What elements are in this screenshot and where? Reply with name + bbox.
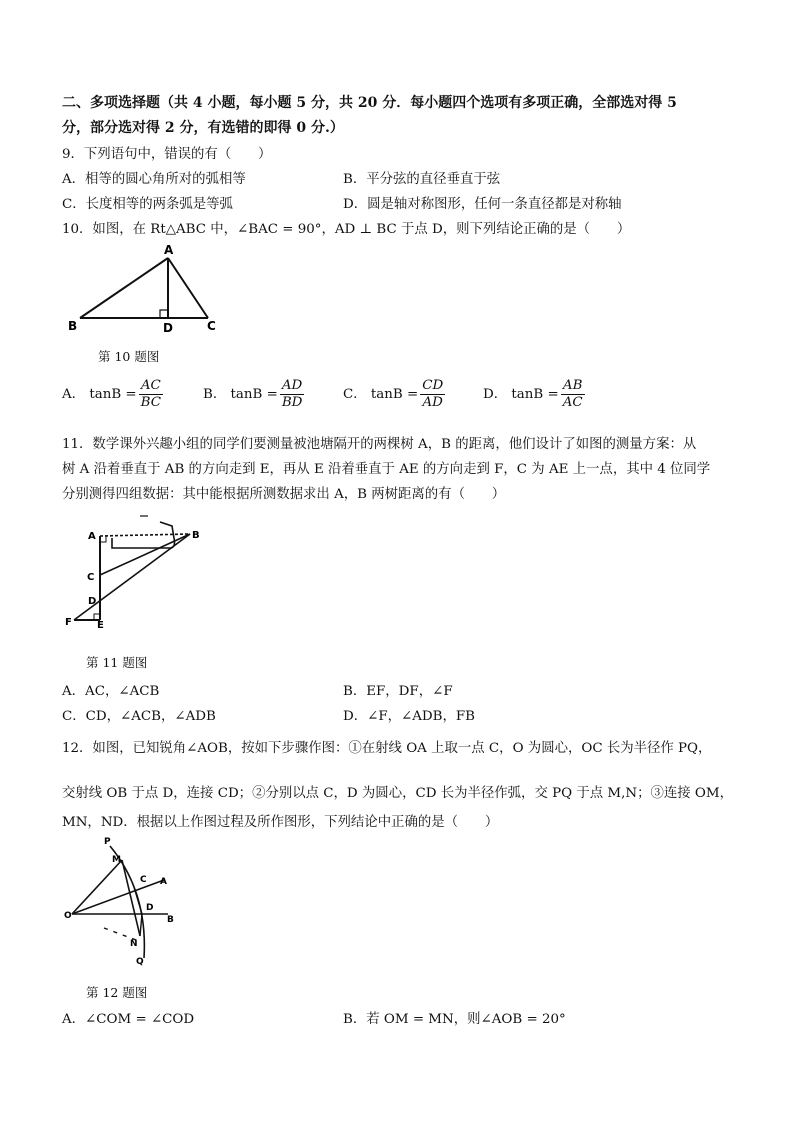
- q11-label-c: C: [87, 572, 95, 583]
- q11-segment-ab: [100, 534, 190, 536]
- q12-label-c: C: [140, 875, 147, 885]
- q12-segment-nd: [140, 914, 142, 936]
- q11-option-a: A．AC，∠ACB: [62, 684, 160, 699]
- q11-segment-cb: [100, 534, 190, 575]
- q11-line1: 11．数学课外兴趣小组的同学们要测量被池塘隔开的两棵树 A，B 的距离，他们设计了如图的测量方案：从: [62, 437, 697, 452]
- q10-label-d: D: [163, 321, 173, 335]
- q12-label-o: O: [64, 911, 72, 921]
- q11-option-c: C．CD，∠ACB，∠ADB: [62, 709, 216, 724]
- q9-stem: 9．下列语句中，错误的有（ ）: [62, 147, 272, 162]
- q11-label-e: E: [97, 620, 104, 631]
- q11-figure: [60, 508, 220, 633]
- section-heading-line2: 分，部分选对得 2 分，有选错的即得 0 分.）: [62, 120, 344, 136]
- q11-label-f: F: [65, 617, 72, 628]
- q10-option-b: B． tanB = $\frac{AD}{BD}$: [203, 378, 303, 410]
- q12-label-b: B: [167, 915, 174, 925]
- q11-caption: 第 11 题图: [86, 655, 148, 670]
- q12-segment-cd: [134, 887, 142, 914]
- q12-label-p: P: [104, 837, 111, 847]
- q10-segment-ac: [168, 258, 208, 318]
- q12-line1: 12．如图，已知锐角∠AOB，按如下步骤作图：①在射线 OA 上取一点 C，O 为圆心，OC 长为半径作 PQ，: [62, 741, 712, 756]
- q10-option-d: D． tanB = $\frac{AB}{AC}$: [483, 378, 583, 410]
- q10-label-a: A: [164, 243, 174, 257]
- q10-stem: 10．如图，在 Rt△ABC 中，∠BAC = 90°，AD ⊥ BC 于点 D，则下列结论正确的是（ ）: [62, 222, 631, 237]
- q9-option-d: D．圆是轴对称图形，任何一条直径都是对称轴: [343, 197, 622, 212]
- q11-line3: 分别测得四组数据：其中能根据所测数据求出 A，B 两树距离的有（ ）: [62, 487, 506, 502]
- q10-figure: [60, 240, 230, 340]
- q10-option-c: C． tanB = $\frac{CD}{AD}$: [343, 378, 444, 410]
- q11-label-b: B: [192, 530, 200, 541]
- q11-label-a: A: [88, 531, 96, 542]
- q12-label-m: M: [112, 855, 121, 865]
- q10-label-c: C: [207, 319, 216, 333]
- q12-label-n: N: [130, 939, 138, 949]
- q11-option-d: D．∠F，∠ADB，FB: [343, 709, 476, 724]
- q9-option-a: A．相等的圆心角所对的弧相等: [62, 172, 246, 187]
- q10-caption: 第 10 题图: [98, 349, 160, 364]
- section-heading-line1: 二、多项选择题（共 4 小题，每小题 5 分，共 20 分．每小题四个选项有多项正确，全部选对得 5: [62, 95, 677, 111]
- q12-caption: 第 12 题图: [86, 985, 148, 1000]
- q12-segment-om: [72, 860, 122, 914]
- q9-option-b: B．平分弦的直径垂直于弦: [343, 172, 501, 187]
- q9-option-c: C．长度相等的两条弧是等弧: [62, 197, 233, 212]
- q12-label-q: Q: [136, 957, 144, 967]
- q12-option-b: B．若 OM = MN，则∠AOB = 20°: [343, 1012, 566, 1027]
- q12-figure: [60, 832, 200, 970]
- q10-label-b: B: [68, 319, 78, 333]
- q12-label-a: A: [160, 877, 167, 887]
- q10-segment-ba: [80, 258, 168, 318]
- q12-label-d: D: [146, 903, 154, 913]
- q10-right-angle-mark: [160, 310, 168, 318]
- q11-label-d: D: [88, 596, 97, 607]
- q12-option-a: A．∠COM = ∠COD: [62, 1012, 195, 1027]
- q12-line2: 交射线 OB 于点 D，连接 CD；②分别以点 C，D 为圆心，CD 长为半径作弧，交 PQ 于点 M,N；③连接 OM，: [62, 786, 733, 801]
- q11-line2: 树 A 沿着垂直于 AB 的方向走到 E，再从 E 沿着垂直于 AE 的方向走到 F，C 为 AE 上一点，其中 4 位同学: [62, 462, 711, 477]
- q12-line3: MN，ND．根据以上作图过程及所作图形，下列结论中正确的是（ ）: [62, 815, 499, 830]
- q11-option-b: B．EF，DF，∠F: [343, 684, 453, 699]
- q10-option-a: A． tanB = $\frac{AC}{BC}$: [62, 378, 161, 410]
